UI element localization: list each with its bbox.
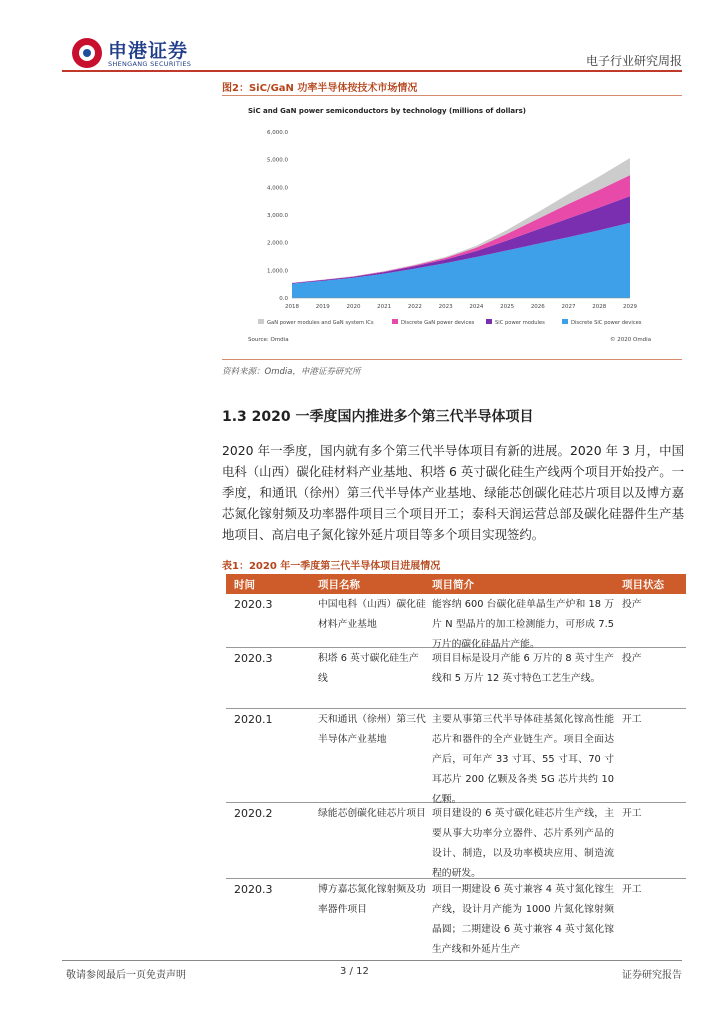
x-tick-label: 2023 bbox=[438, 304, 453, 310]
row-name: 绿能芯创碳化硅芯片项目 bbox=[318, 808, 426, 819]
x-tick-label: 2022 bbox=[407, 304, 422, 310]
table-row bbox=[226, 879, 686, 957]
x-tick-label: 2028 bbox=[592, 304, 607, 310]
legend-swatch bbox=[392, 319, 398, 324]
header-name: 项目名称 bbox=[318, 579, 360, 591]
row-date: 2020.3 bbox=[234, 883, 273, 896]
figure-source-note: 资料来源：Omdia，申港证券研究所 bbox=[222, 367, 361, 377]
header-divider bbox=[62, 70, 682, 72]
legend-label: Discrete SiC power devices bbox=[571, 320, 642, 326]
disclaimer-note: 敬请参阅最后一页免责声明 bbox=[66, 970, 186, 981]
header-desc: 项目简介 bbox=[432, 579, 474, 591]
row-name: 中国电科（山西）碳化硅材料产业基地 bbox=[318, 599, 426, 630]
x-tick-label: 2021 bbox=[377, 304, 392, 310]
row-name: 天和通讯（徐州）第三代半导体产业基地 bbox=[318, 714, 426, 745]
legend-swatch bbox=[258, 319, 264, 324]
y-tick-label: 2,000.0 bbox=[267, 240, 288, 247]
company-name-cn: 申港证券 bbox=[108, 40, 189, 62]
company-name-en: SHENGANG SECURITIES bbox=[108, 60, 192, 68]
header-date: 时间 bbox=[234, 579, 255, 591]
header-status: 项目状态 bbox=[622, 579, 664, 591]
legend-label: GaN power modules and GaN system ICs bbox=[267, 320, 374, 326]
table-row bbox=[226, 803, 686, 879]
legend-label: Discrete GaN power devices bbox=[401, 320, 475, 326]
figure-bottom-rule bbox=[222, 359, 682, 360]
row-name: 博方嘉芯氮化镓射频及功率器件项目 bbox=[318, 884, 426, 915]
figure-top-rule bbox=[222, 95, 682, 96]
y-tick-label: 1,000.0 bbox=[267, 268, 288, 275]
row-date: 2020.3 bbox=[234, 652, 273, 665]
table-row bbox=[226, 594, 686, 648]
table-label: 表1：2020 年一季度第三代半导体项目进展情况 bbox=[222, 561, 441, 572]
x-tick-label: 2026 bbox=[530, 304, 545, 310]
y-tick-label: 5,000.0 bbox=[267, 157, 288, 164]
chart-title: SiC and GaN power semiconductors by technology (millions of dollars) bbox=[248, 107, 526, 115]
figure-label: 图2：SiC/GaN 功率半导体按技术市场情况 bbox=[222, 83, 418, 94]
x-tick-label: 2020 bbox=[346, 304, 361, 310]
row-desc: 主要从事第三代半导体硅基氮化镓高性能芯片和器件的全产业链生产。项目全面达产后，可年产 33 寸耳、55 寸耳、70 寸耳芯片 200 亿颗及各类 5G 芯片共约 10 亿颗。 bbox=[432, 714, 614, 805]
footer-divider bbox=[62, 960, 682, 961]
x-tick-label: 2019 bbox=[315, 304, 330, 310]
x-tick-label: 2025 bbox=[500, 304, 515, 310]
y-tick-label: 0.0 bbox=[279, 296, 288, 302]
table-row bbox=[226, 648, 686, 709]
row-desc: 项目一期建设 6 英寸兼容 4 英寸氮化镓生产线，设计月产能为 1000 片氮化镓射频晶圆；二期建设 6 英寸兼容 4 英寸氮化镓生产线和外延片生产 bbox=[432, 884, 614, 955]
row-date: 2020.1 bbox=[234, 713, 273, 726]
x-tick-label: 2029 bbox=[623, 304, 637, 310]
legend-swatch bbox=[562, 319, 568, 324]
row-status: 开工 bbox=[622, 884, 642, 895]
chart-source: Source: Omdia bbox=[248, 337, 289, 343]
footer-report-label: 证券研究报告 bbox=[622, 970, 682, 981]
legend-label: SiC power modules bbox=[495, 320, 545, 326]
area-chart bbox=[240, 122, 680, 332]
report-type: 电子行业研究周报 bbox=[585, 54, 682, 68]
y-tick-label: 3,000.0 bbox=[267, 213, 288, 219]
table-header bbox=[226, 574, 686, 594]
row-desc: 能容纳 600 台碳化硅单晶生产炉和 18 万片 N 型晶片的加工检测能力，可形成 7.5 万片的碳化硅晶片产能。 bbox=[432, 599, 614, 650]
row-status: 投产 bbox=[622, 653, 642, 664]
row-status: 投产 bbox=[622, 599, 642, 610]
row-date: 2020.3 bbox=[234, 598, 273, 611]
x-tick-label: 2024 bbox=[469, 304, 484, 310]
row-desc: 项目建设的 6 英寸碳化硅芯片生产线，主要从事大功率分立器件、芯片系列产品的设计、制造，以及功率模块应用、制造流程的研发。 bbox=[432, 808, 614, 879]
row-desc: 项目目标是设月产能 6 万片的 8 英寸生产线和 5 万片 12 英寸特色工艺生产线。 bbox=[432, 653, 614, 684]
y-tick-label: 4,000.0 bbox=[267, 185, 288, 192]
company-logo-icon bbox=[72, 38, 102, 68]
section-title: 1.3 2020 一季度国内推进多个第三代半导体项目 bbox=[222, 409, 534, 425]
y-tick-label: 6,000.0 bbox=[267, 130, 288, 136]
x-tick-label: 2018 bbox=[285, 304, 299, 310]
table-row bbox=[226, 709, 686, 803]
row-date: 2020.2 bbox=[234, 807, 273, 820]
legend-swatch bbox=[486, 319, 492, 324]
row-status: 开工 bbox=[622, 714, 642, 725]
row-name: 积塔 6 英寸碳化硅生产线 bbox=[318, 653, 419, 684]
page-number: 3 / 12 bbox=[340, 966, 369, 977]
section-paragraph: 2020 年一季度，国内就有多个第三代半导体项目有新的进展。2020 年 3 月，中国电科（山西）碳化硅材料产业基地、积塔 6 英寸碳化硅生产线两个项目开始投产。一季度，和通讯（徐州）第三代半导体产业基地、绿能芯创碳化硅芯片项目以及博方嘉芯氮化镓射频及功率器件项目三个项目开工；泰科天润运营总部及碳化硅器件生产基地项目、高启电子氮化镓外延片项目等多个项目实现签约。 bbox=[222, 443, 684, 542]
row-status: 开工 bbox=[622, 808, 642, 819]
chart-copyright: © 2020 Omdia bbox=[610, 337, 652, 343]
x-tick-label: 2027 bbox=[561, 304, 576, 310]
